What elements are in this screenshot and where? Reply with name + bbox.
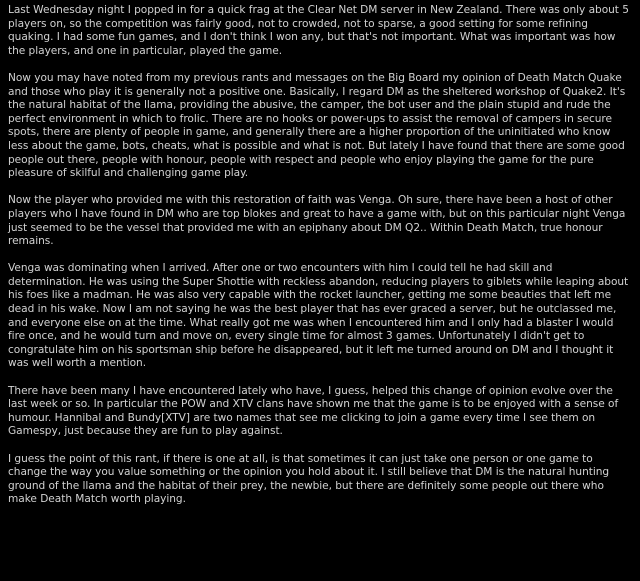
article-paragraph: I guess the point of this rant, if there is one at all, is that sometimes it can just take one person or one game to change the way you value something or the opinion you hold about it. I still believe that DM is the natural hunting ground of the llama and the habitat of their prey, the newbie, but there are definitely some people out there who make Death Match worth playing. — [8, 452, 610, 506]
article-paragraph: Now you may have noted from my previous rants and messages on the Big Board my opinion of Death Match Quake and those who play it is generally not a positive one. Basically, I regard DM as the sheltered workshop of Quake2. It's the natural habitat of the llama, providing the abusive, the camper, the bot user and the plain stupid and rude the perfect environment in which to frolic. There are no hooks or power-ups to assist the removal of campers in secure spots, there are plenty of people in game, and generally there are a higher proportion of the uninitiated who know less about the game, bots, cheats, what is possible and what is not. But lately I have found that there are some good people out there, people with honour, people with respect and people who enjoy playing the game for the pure pleasure of skilful and challenging game play. — [8, 71, 626, 180]
article-paragraph: Last Wednesday night I popped in for a quick frag at the Clear Net DM server in New Zealand. There was only about 5 players on, so the competition was fairly good, not to crowded, not to sparse, a good setting for some refining quaking. I had some fun games, and I don't think I won any, but that's not important. What was important was how the players, and one in particular, played the game. — [8, 4, 629, 57]
article-paragraph: There have been many I have encountered lately who have, I guess, helped this change of opinion evolve over the last week or so. In particular the POW and XTV clans have shown me that the game is to be enjoyed with a sense of humour. Hannibal and Bundy[XTV] are two names that see me clicking to join a game every time I see them on Gamespy, just because they are fun to play against. — [8, 384, 619, 438]
article-paragraph: Now the player who provided me with this restoration of faith was Venga. Oh sure, there have been a host of other players who I have found in DM who are top blokes and great to have a game with, but on this particular night Venga just seemed to be the vessel that provided me with an epiphany about DM Q2.. Within Death Match, true honour remains. — [8, 194, 626, 248]
article-paragraph: Venga was dominating when I arrived. After one or two encounters with him I could tell he had skill and determination. He was using the Super Shottie with reckless abandon, reducing players to giblets while leaping about his foes like a madman. He was also very capable with the rocket launcher, getting me some beauties that left me dead in his wake. Now I am not saying he was the best player that has ever graced a server, but he outclassed me, and everyone else on at the time. What really got me was when I encountered him and I only had a blaster I would fire once, and he would turn and move on, every single time for almost 3 games. Unfortunately I didn't get to congratulate him on his sportsman ship before he disappeared, but it left me turned around on DM and I thought it was well worth a mention. — [8, 262, 629, 370]
